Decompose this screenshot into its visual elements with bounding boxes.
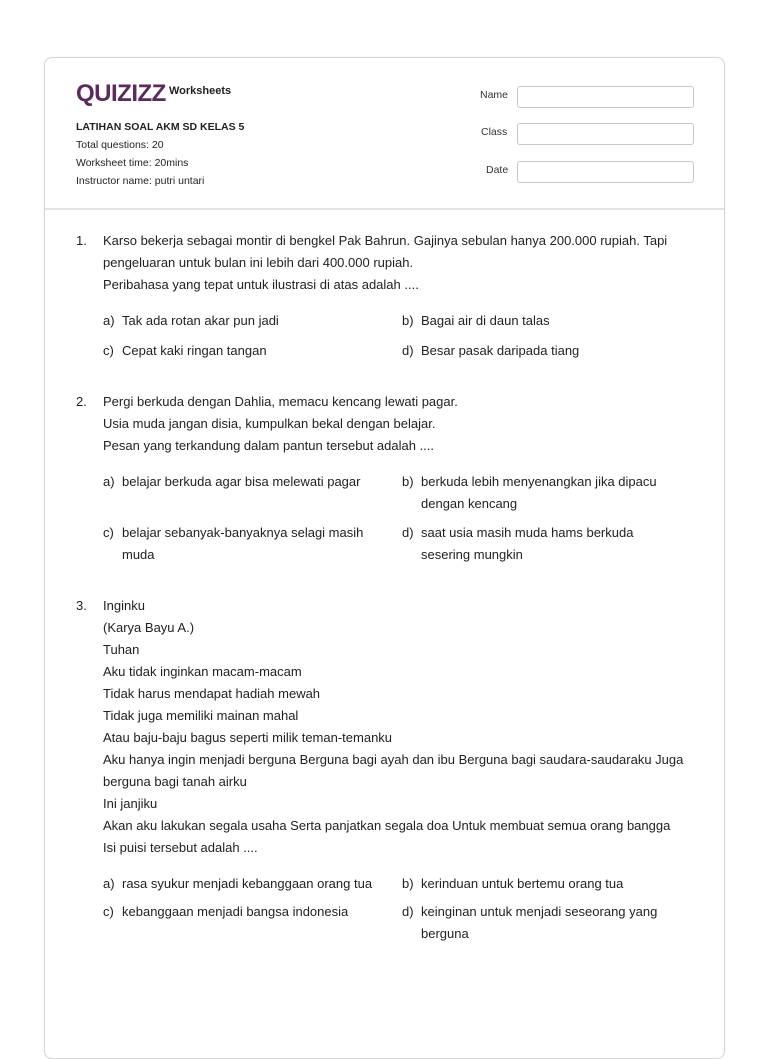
name-label: Name xyxy=(480,89,509,101)
option-letter: b) xyxy=(402,313,414,328)
instructor-name: Instructor name: putri untari xyxy=(76,175,205,187)
total-questions: Total questions: 20 xyxy=(76,139,164,151)
option-letter: a) xyxy=(103,313,115,328)
date-field[interactable] xyxy=(517,161,694,183)
question-line: Pesan yang terkandung dalam pantun tersebut adalah .... xyxy=(103,438,435,453)
worksheet-title: LATIHAN SOAL AKM SD KELAS 5 xyxy=(76,121,245,133)
question-line: Inginku xyxy=(103,598,145,613)
logo-subtitle: Worksheets xyxy=(169,85,232,97)
option-letter: d) xyxy=(402,525,414,540)
question-line: Karso bekerja sebagai montir di bengkel Pak Bahrun. Gajinya sebulan hanya 200.000 rupiah. Tapi xyxy=(103,233,668,248)
worksheet-meta xyxy=(76,118,244,190)
question-line: Tidak juga memiliki mainan mahal xyxy=(103,708,299,723)
quizizz-logo: QUIZIZZ xyxy=(76,80,166,107)
option-text: Tak ada rotan akar pun jadi xyxy=(122,313,279,328)
option-letter: d) xyxy=(402,904,414,919)
option-text: keinginan untuk menjadi seseorang yang berguna xyxy=(421,904,658,941)
name-field[interactable] xyxy=(517,86,694,108)
question-line: Tuhan xyxy=(103,642,140,657)
class-field[interactable] xyxy=(517,123,694,145)
question-line: Aku tidak inginkan macam-macam xyxy=(103,664,302,679)
option-letter: b) xyxy=(402,876,414,891)
date-label: Date xyxy=(486,164,509,176)
option-text: Bagai air di daun talas xyxy=(421,313,550,328)
question-line: Isi puisi tersebut adalah .... xyxy=(103,840,258,855)
option-letter: a) xyxy=(103,474,115,489)
question-line: Atau baju-baju bagus seperti milik teman-temanku xyxy=(103,730,393,745)
worksheet xyxy=(44,57,725,1059)
class-label: Class xyxy=(481,126,508,138)
question-number: 2. xyxy=(76,394,87,409)
question-number: 1. xyxy=(76,233,87,248)
option-letter: c) xyxy=(103,904,114,919)
question-line: Akan aku lakukan segala usaha Serta panjatkan segala doa Untuk membuat semua orang bangga xyxy=(103,818,671,833)
question-text xyxy=(103,230,693,296)
option-text: belajar sebanyak-banyaknya selagi masih muda xyxy=(122,525,364,562)
question-line: Pergi berkuda dengan Dahlia, memacu kencang lewati pagar. xyxy=(103,394,458,409)
option-letter: a) xyxy=(103,876,115,891)
option-text: saat usia masih muda hams berkuda sesering mungkin xyxy=(421,525,634,562)
option-letter: c) xyxy=(103,343,114,358)
question-line: Ini janjiku xyxy=(103,796,158,811)
option-text: belajar berkuda agar bisa melewati pagar xyxy=(122,474,361,489)
option-text: kebanggaan menjadi bangsa indonesia xyxy=(122,904,349,919)
worksheet-header xyxy=(45,58,724,210)
worksheet-time: Worksheet time: 20mins xyxy=(76,157,189,169)
question-number: 3. xyxy=(76,598,87,613)
question-line: Peribahasa yang tepat untuk ilustrasi di atas adalah .... xyxy=(103,277,419,292)
option-text: kerinduan untuk bertemu orang tua xyxy=(421,876,624,891)
question-line: berguna bagi tanah airku xyxy=(103,774,247,789)
option-text: rasa syukur menjadi kebanggaan orang tua xyxy=(122,876,373,891)
option-text: Besar pasak daripada tiang xyxy=(421,343,580,358)
question-text xyxy=(103,391,693,457)
question-line: Aku hanya ingin menjadi berguna Berguna bagi ayah dan ibu Berguna bagi saudara-saudaraku Juga xyxy=(103,752,684,767)
question-text xyxy=(103,595,693,859)
question-line: (Karya Bayu A.) xyxy=(103,620,195,635)
option-text: Cepat kaki ringan tangan xyxy=(122,343,267,358)
question-line: pengeluaran untuk bulan ini lebih dari 400.000 rupiah. xyxy=(103,255,414,270)
option-letter: d) xyxy=(402,343,414,358)
question-line: Usia muda jangan disia, kumpulkan bekal dengan belajar. xyxy=(103,416,436,431)
option-letter: c) xyxy=(103,525,114,540)
option-text: berkuda lebih menyenangkan jika dipacu dengan kencang xyxy=(421,474,657,511)
option-letter: b) xyxy=(402,474,414,489)
question-line: Tidak harus mendapat hadiah mewah xyxy=(103,686,321,701)
